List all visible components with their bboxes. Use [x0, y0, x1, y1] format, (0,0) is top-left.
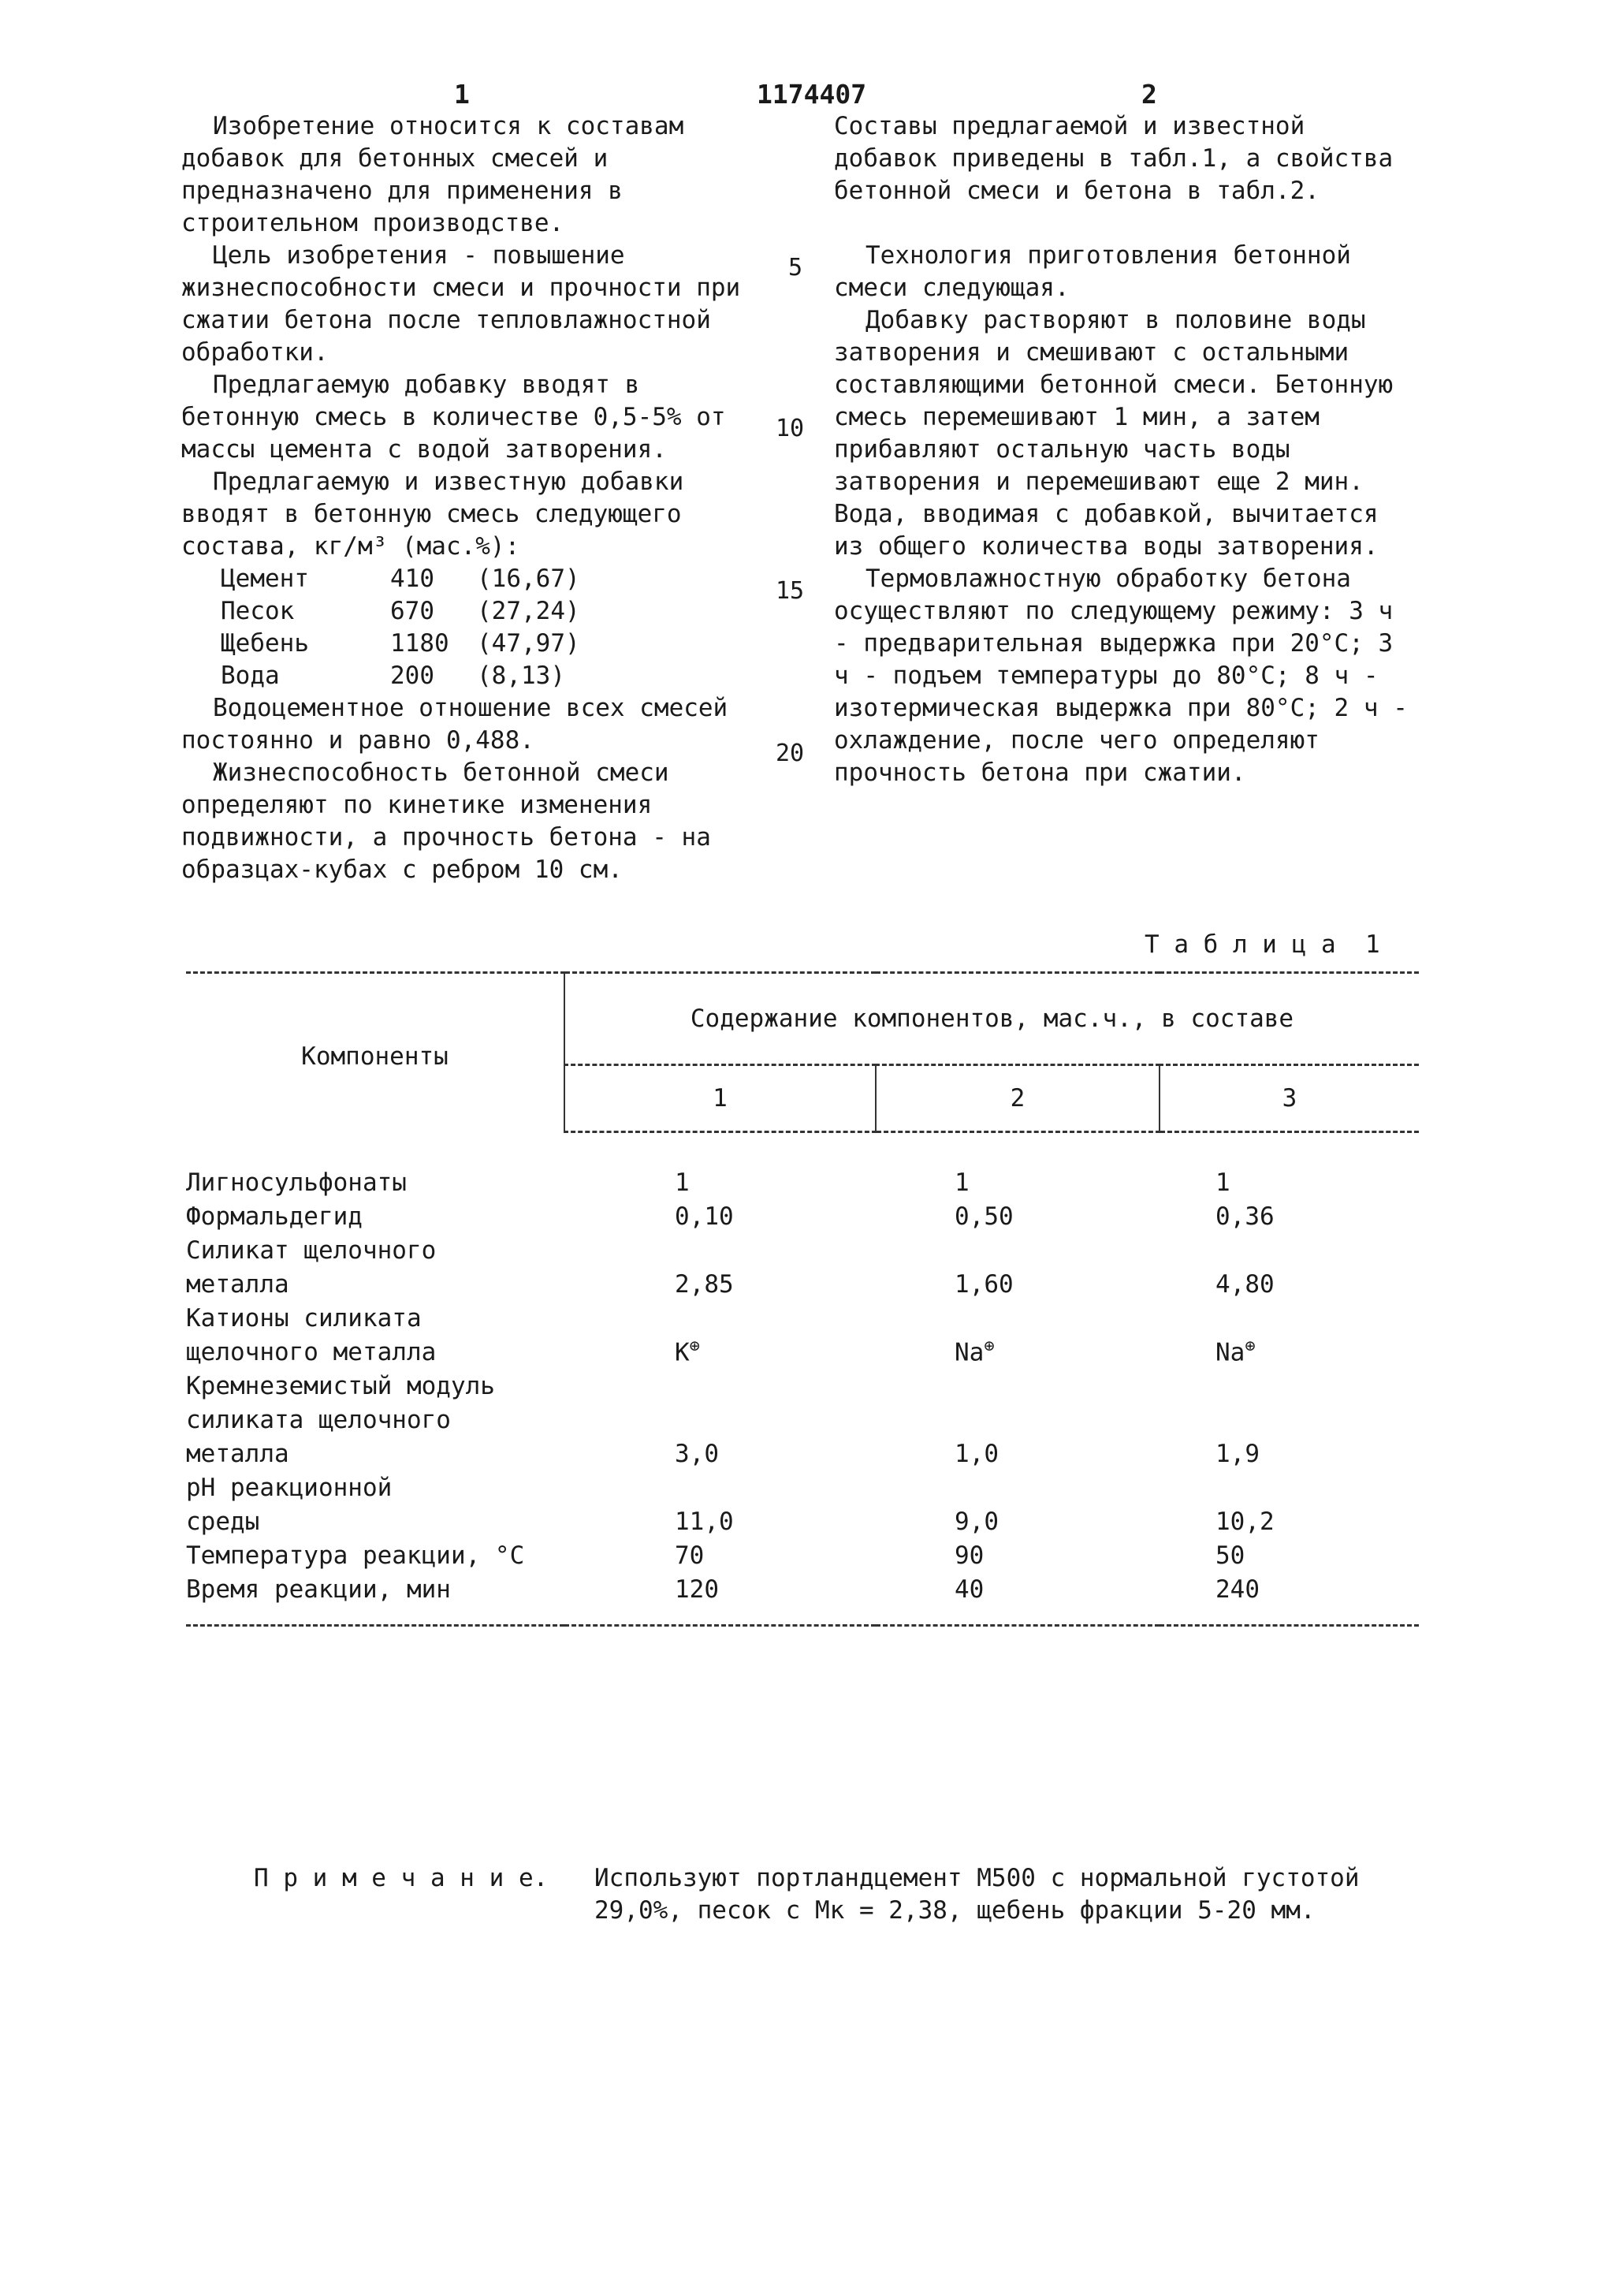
cell: 0,36 [1215, 1202, 1275, 1231]
mix-composition [221, 563, 757, 692]
left-column [181, 110, 757, 886]
mix-kg: 1180 [390, 629, 449, 658]
cell: 1 [955, 1168, 970, 1197]
line-number: 15 [776, 577, 805, 605]
table-row [186, 1573, 1419, 1626]
cell: 50 [1215, 1541, 1245, 1570]
component-name: Формальдегид [186, 1202, 363, 1231]
cell: 90 [955, 1541, 985, 1570]
note-text: Используют портландцемент М500 с нормальной густотой 29,0%, песок с Мк = 2,38, щебень фракции 5-20 мм. [594, 1864, 1360, 1925]
table-row [186, 1539, 1419, 1573]
table-note [254, 1862, 1420, 1925]
component-name: Кремнеземистый модуль силиката щелочного металла [186, 1372, 495, 1468]
line-number: 10 [776, 415, 805, 442]
cell: Na⊕ [955, 1336, 995, 1366]
cell: 9,0 [955, 1508, 999, 1536]
patent-number: 1174407 [757, 79, 867, 110]
paragraph: Изобретение относится к составам добавок для бетонных смесей и предназначено для применения в строительном производстве. [181, 112, 684, 237]
mix-name: Цемент [221, 565, 309, 593]
component-name: pH реакционной среды [186, 1474, 393, 1536]
mix-kg: 200 [390, 662, 434, 690]
column-header: 3 [1160, 1065, 1419, 1131]
mix-pct: (16,67) [477, 565, 580, 593]
table-row [186, 1131, 1419, 1200]
plus-circle-icon: ⊕ [689, 1336, 700, 1356]
paragraph: Жизнеспособность бетонной смеси определяют по кинетике изменения подвижности, а прочность бетона - на образцах-кубах с ребром 10 см. [181, 758, 711, 884]
right-column [834, 110, 1409, 789]
table-row [186, 1370, 1419, 1471]
component-name: Лигносульфонаты [186, 1168, 407, 1197]
paragraph: Цель изобретения - повышение жизнеспособности смеси и прочности при сжатии бетона после тепловлажностной обработки. [181, 241, 741, 367]
mix-pct: (27,24) [477, 597, 580, 625]
column-header: 1 [564, 1065, 876, 1131]
cell: K⊕ [675, 1336, 700, 1366]
column-header: 2 [876, 1065, 1160, 1131]
cell: 4,80 [1215, 1270, 1275, 1299]
cell: 0,50 [955, 1202, 1014, 1231]
cell: 11,0 [675, 1508, 734, 1536]
cell: 1,60 [955, 1270, 1014, 1299]
page-number-right: 2 [1141, 79, 1157, 110]
line-number: 5 [788, 254, 803, 281]
cell: 1 [1215, 1168, 1230, 1197]
component-name: Время реакции, мин [186, 1573, 564, 1626]
cell: 1 [675, 1168, 690, 1197]
paragraph: Термовлажностную обработку бетона осуществляют по следующему режиму: 3 ч - предварительная выдержка при 20°С; 3 ч - подъем температуры до 80°С; 8 ч - изотермическая выдержка при 80°С; 2 ч - охлаждение, после чего определяют прочность бетона при сжатии. [834, 565, 1408, 787]
mix-name: Щебень [221, 629, 309, 658]
component-name: Катионы силиката щелочного металла [186, 1304, 437, 1366]
paragraph: Предлагаемую добавку вводят в бетонную смесь в количестве 0,5-5% от массы цемента с водой затворения. [181, 371, 726, 464]
composition-table [186, 971, 1419, 1627]
note-label: П р и м е ч а н и е. [254, 1864, 549, 1892]
cell: Na⊕ [1215, 1336, 1256, 1366]
mix-kg: 670 [390, 597, 434, 625]
cell: 1,0 [955, 1440, 999, 1468]
component-name: Силикат щелочного металла [186, 1236, 437, 1299]
page-number-left: 1 [454, 79, 470, 110]
cell: 0,10 [675, 1202, 734, 1231]
component-name: Температура реакции, °С [186, 1541, 525, 1570]
cell: 3,0 [675, 1440, 719, 1468]
cell: 120 [564, 1573, 876, 1626]
paragraph: Добавку растворяют в половине воды затворения и смешивают с остальными составляющими бетонной смеси. Бетонную смесь перемешивают 1 мин, а затем прибавляют остальную часть воды затворения и перемешивают еще 2 мин. Вода, вводимая с добавкой, вычитается из общего количества воды затворения. [834, 306, 1394, 561]
table-row [186, 1234, 1419, 1302]
paragraph: Технология приготовления бетонной смеси следующая. [834, 241, 1351, 302]
plus-circle-icon: ⊕ [1245, 1336, 1256, 1356]
table-title: Т а б л и ц а 1 [1145, 930, 1380, 959]
cell: 2,85 [675, 1270, 734, 1299]
table-row [186, 1471, 1419, 1539]
mix-kg: 410 [390, 565, 434, 593]
plus-circle-icon: ⊕ [984, 1336, 995, 1356]
header-content: Содержание компонентов, мас.ч., в составе [564, 973, 1419, 1065]
mix-pct: (8,13) [477, 662, 565, 690]
cell: 70 [675, 1541, 705, 1570]
header-components: Компоненты [186, 973, 564, 1132]
paragraph: Предлагаемую и известную добавки вводят в бетонную смесь следующего состава, кг/м³ (мас.%): [181, 468, 684, 561]
table-row [186, 1200, 1419, 1234]
cell: 40 [876, 1573, 1160, 1626]
cell: 10,2 [1215, 1508, 1275, 1536]
table-row [186, 1302, 1419, 1370]
mix-name: Вода [221, 662, 280, 690]
paragraph: Составы предлагаемой и известной добавок приведены в табл.1, а свойства бетонной смеси и бетона в табл.2. [834, 112, 1394, 205]
mix-pct: (47,97) [477, 629, 580, 658]
paragraph: Водоцементное отношение всех смесей постоянно и равно 0,488. [181, 694, 728, 755]
mix-name: Песок [221, 597, 295, 625]
cell: 240 [1160, 1573, 1419, 1626]
line-number: 20 [776, 740, 805, 767]
cell: 1,9 [1215, 1440, 1260, 1468]
